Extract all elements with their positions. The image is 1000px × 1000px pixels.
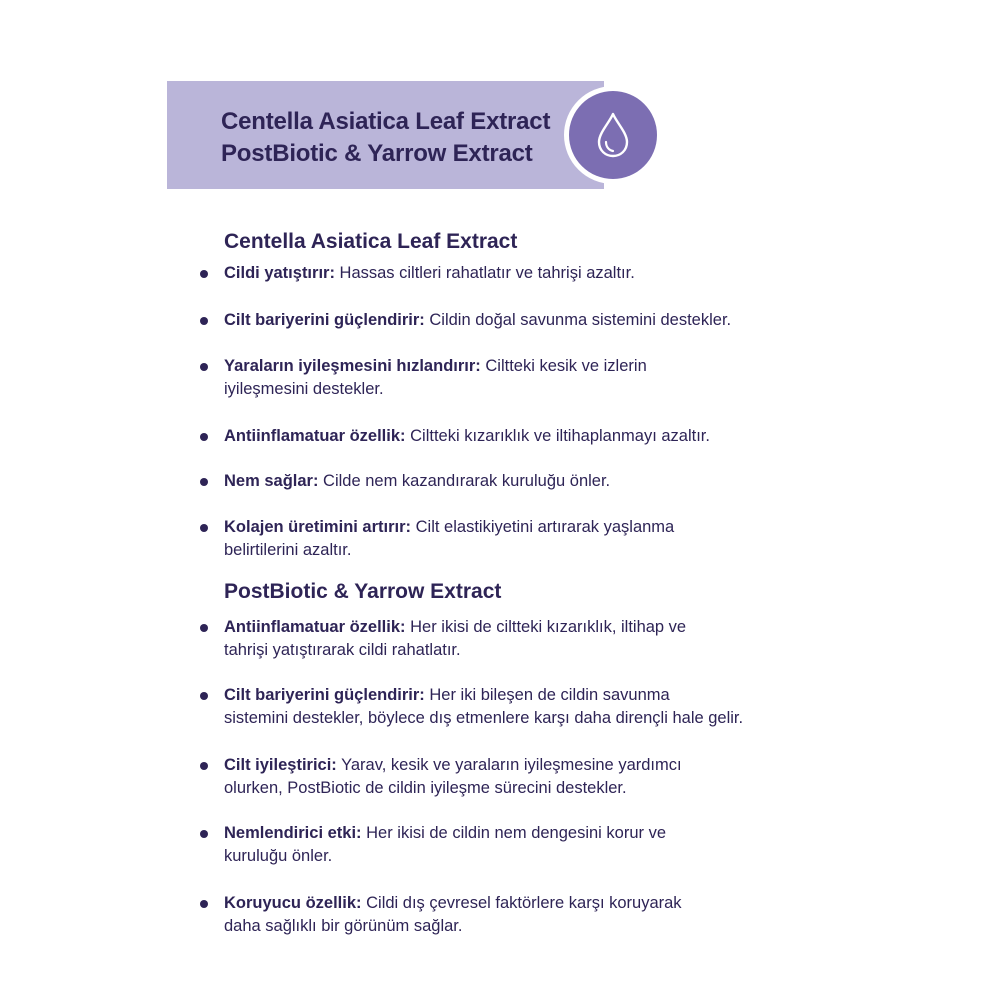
item-heading: Cilt bariyerini güçlendirir: (224, 311, 425, 329)
header-title-line1: Centella Asiatica Leaf Extract (221, 108, 551, 135)
bullet-dot (200, 624, 208, 632)
bullet-dot (200, 762, 208, 770)
header-title-line2: PostBiotic & Yarrow Extract (221, 140, 533, 167)
item-description: Her ikisi de ciltteki kızarıklık, iltihap ve (405, 618, 687, 636)
item-description: Yarav, kesik ve yaraların iyileşmesine yardımcı (336, 756, 682, 774)
item-description-continued: sistemini destekler, böylece dış etmenlere karşı daha dirençli hale gelir. (224, 709, 744, 727)
list-item (200, 425, 820, 448)
list-item (200, 892, 820, 938)
item-heading: Yaraların iyileşmesini hızlandırır: (224, 357, 481, 375)
bullet-dot (200, 900, 208, 908)
item-heading: Antiinflamatuar özellik: (224, 427, 406, 445)
item-description-continued: daha sağlıklı bir görünüm sağlar. (224, 917, 463, 935)
list-item (200, 822, 820, 868)
item-heading: Koruyucu özellik: (224, 894, 362, 912)
bullet-dot (200, 692, 208, 700)
list-item (200, 516, 820, 562)
item-description-continued: belirtilerini azaltır. (224, 541, 352, 559)
list-item (200, 309, 820, 332)
bullet-dot (200, 363, 208, 371)
item-heading: Nemlendirici etki: (224, 824, 362, 842)
item-description: Cilt elastikiyetini artırarak yaşlanma (411, 518, 675, 536)
list-item (200, 355, 820, 401)
bullet-dot (200, 270, 208, 278)
item-heading: Cilt iyileştirici: (224, 756, 337, 774)
item-description: Hassas ciltleri rahatlatır ve tahrişi azaltır. (334, 264, 635, 282)
section-title-postbiotic: PostBiotic & Yarrow Extract (224, 580, 502, 603)
section-title-centella: Centella Asiatica Leaf Extract (224, 230, 518, 253)
item-description: Cildi dış çevresel faktörlere karşı koruyarak (361, 894, 682, 912)
item-description: Her iki bileşen de cildin savunma (424, 686, 670, 704)
item-heading: Cilt bariyerini güçlendirir: (224, 686, 425, 704)
item-heading: Antiinflamatuar özellik: (224, 618, 406, 636)
water-drop-badge (569, 91, 657, 179)
item-description: Ciltteki kesik ve izlerin (480, 357, 647, 375)
list-item (200, 616, 820, 662)
bullet-dot (200, 433, 208, 441)
item-heading: Cildi yatıştırır: (224, 264, 335, 282)
item-description-continued: iyileşmesini destekler. (224, 380, 384, 398)
item-description: Ciltteki kızarıklık ve iltihaplanmayı azaltır. (405, 427, 710, 445)
item-description: Cilde nem kazandırarak kuruluğu önler. (318, 472, 611, 490)
bullet-dot (200, 317, 208, 325)
list-item (200, 262, 820, 285)
bullet-dot (200, 524, 208, 532)
header-title (221, 106, 550, 170)
item-heading: Kolajen üretimini artırır: (224, 518, 412, 536)
item-heading: Nem sağlar: (224, 472, 319, 490)
item-description-continued: kuruluğu önler. (224, 847, 333, 865)
item-description-continued: olurken, PostBiotic de cildin iyileşme sürecini destekler. (224, 779, 627, 797)
list-item (200, 684, 820, 730)
item-description-continued: tahrişi yatıştırarak cildi rahatlatır. (224, 641, 461, 659)
bullet-dot (200, 830, 208, 838)
water-drop-icon (595, 111, 631, 159)
list-item (200, 470, 820, 493)
list-item (200, 754, 820, 800)
item-description: Cildin doğal savunma sistemini destekler. (424, 311, 732, 329)
bullet-dot (200, 478, 208, 486)
item-description: Her ikisi de cildin nem dengesini korur ve (361, 824, 667, 842)
